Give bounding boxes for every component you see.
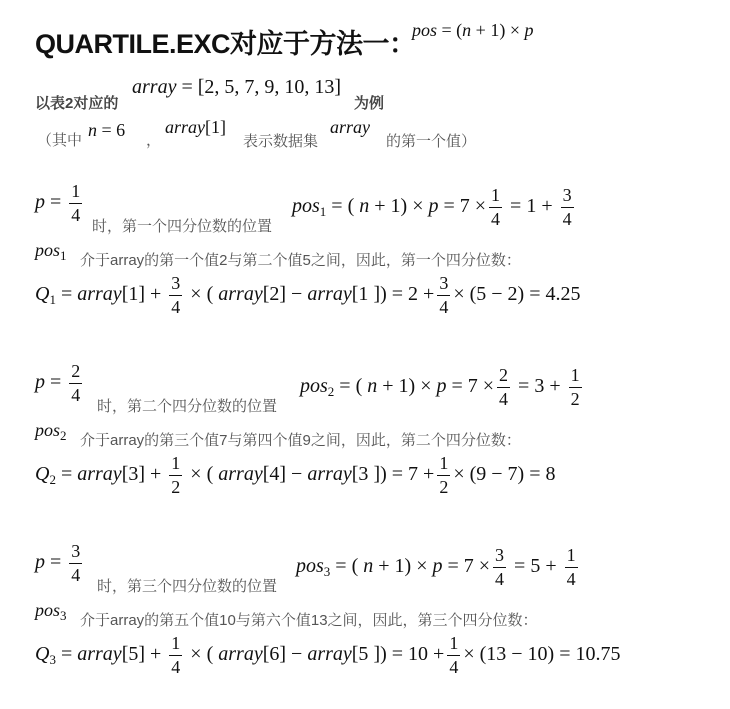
calc-int: 3 [534,374,545,397]
p-fraction-num: 1 [69,182,82,204]
pos-calc-3 [296,546,581,589]
index: [4] [262,462,287,485]
pos-label-1 [35,240,67,264]
calc-fraction-b-den: 4 [562,208,572,229]
plus-sign: + [150,282,162,305]
pos-symbol: pos [35,240,61,260]
array-symbol: array [307,462,352,485]
pos-label-3 [35,600,67,624]
times-open: × ( [190,462,214,485]
eq-sign: = [50,370,62,393]
example-prefix: 以表2对应的 [35,95,119,112]
pos-label-2 [35,420,67,444]
q-fraction-2-den: 4 [439,296,449,317]
formula-mid: = ( [437,20,463,40]
calc-fraction-b-num: 1 [565,546,578,568]
note-end: 的第一个值） [386,133,477,150]
pos-eq: = ( [339,374,363,397]
index: [1] [121,282,146,305]
p-fraction-den: 4 [71,384,81,405]
q-fraction [169,634,182,677]
q-fraction-den: 2 [171,476,181,497]
eq-sign: = [447,554,459,577]
q-tail: 2 + [408,282,435,305]
pos-description-1: 介于array的第一个值2与第二个值5之间，因此，第一个四分位数： [80,252,521,269]
calc-mul: 7 × [459,194,487,217]
plus-sign: + [150,642,162,665]
array-symbol: array [77,462,122,485]
calc-fraction-b-den: 4 [566,568,576,589]
pos-eq: = ( [335,554,359,577]
q-subscript: 1 [49,291,56,307]
calc-fraction-b [561,186,574,229]
array-symbol: array [218,282,263,305]
note-comma: ， [146,132,162,149]
p-when-text: 时，第一个四分位数的位置 [92,218,273,235]
index: [5 [351,642,369,665]
p-when-text: 时，第二个四分位数的位置 [97,398,278,415]
formula-rest: + 1) × [471,20,525,40]
p-fraction [69,362,82,405]
note-open: （其中 [37,132,83,149]
pos-symbol: pos [296,554,324,577]
array-name: array [132,76,177,98]
pos-subscript: 3 [60,608,67,623]
pos-symbol: pos [35,420,61,440]
eq-sign: = [443,194,455,217]
eq-sign: = [510,194,522,217]
q-fraction-num: 3 [169,274,182,296]
example-suffix: 为例 [354,95,385,112]
p-fraction-den: 4 [71,564,81,585]
eq-sign: = [451,374,463,397]
p-definition-1 [35,182,85,225]
index: [3] [121,462,146,485]
pos-subscript: 2 [327,383,335,399]
array-symbol: array [77,642,122,665]
calc-mul: 7 × [467,374,495,397]
p-fraction-den: 4 [71,204,81,225]
p-when-text: 时，第三个四分位数的位置 [97,578,278,595]
plus-sign: + [541,194,553,217]
close-eq: ]) = [373,282,404,305]
q-symbol: Q [35,282,50,305]
plus-one: + 1) × [382,374,432,397]
q-fraction-num: 1 [169,454,182,476]
pos-eq: = ( [331,194,355,217]
plus-one: + 1) × [378,554,428,577]
index: [1 [351,282,369,305]
p-fraction [69,182,82,225]
close-eq: ]) = [373,642,404,665]
q-fraction-2-num: 3 [437,274,450,296]
eq-sign: = [50,550,62,573]
array-symbol: array [218,462,263,485]
minus-sign: − [291,282,303,305]
pos-calc-1 [292,186,577,229]
calc-fraction-a [497,366,510,409]
plus-sign: + [150,462,162,485]
array-symbol: array [307,642,352,665]
index: [6] [262,642,287,665]
note-array-1 [165,117,226,138]
quartile-result-3 [35,634,621,677]
example-array [132,76,341,99]
q-fraction-den: 4 [171,656,181,677]
p-symbol: p [432,554,443,577]
pos-subscript: 1 [319,203,327,219]
q-fraction-2 [447,634,460,677]
calc-int: 1 [526,194,537,217]
array-symbol: array [218,642,263,665]
pos-subscript: 3 [323,563,331,579]
calc-mul: 7 × [463,554,491,577]
q-fraction-2 [437,274,450,317]
note-arr: array [165,117,205,137]
title-formula [412,20,533,41]
calc-fraction-a-num: 2 [497,366,510,388]
q-end: × (13 − 10) = 10.75 [463,642,621,665]
plus-one: + 1) × [374,194,424,217]
page-title: QUARTILE.EXC对应于方法一： [35,29,416,59]
calc-fraction-a-den: 4 [491,208,501,229]
n-symbol: n [367,374,378,397]
pos-subscript: 1 [60,248,67,263]
p-symbol: p [35,550,45,573]
calc-fraction-b [569,366,582,409]
eq-sign: = [514,554,526,577]
q-fraction-2 [437,454,450,497]
p-symbol: p [35,190,45,213]
calc-fraction-a-num: 1 [489,186,502,208]
calc-fraction-a-num: 3 [493,546,506,568]
pos-subscript: 2 [60,428,67,443]
pos-calc-2 [300,366,585,409]
calc-fraction-a [493,546,506,589]
q-fraction-2-den: 4 [449,656,459,677]
pos-description-2: 介于array的第三个值7与第四个值9之间，因此，第二个四分位数： [80,432,521,449]
eq-sign: = [60,642,73,665]
calc-int: 5 [530,554,541,577]
quartile-result-1 [35,274,581,317]
q-fraction-den: 4 [171,296,181,317]
p-symbol: p [436,374,447,397]
calc-fraction-b [565,546,578,589]
q-end: × (5 − 2) = 4.25 [453,282,581,305]
calc-fraction-b-num: 3 [561,186,574,208]
array-symbol: array [77,282,122,305]
q-tail: 7 + [408,462,435,485]
pos-description-3: 介于array的第五个值10与第六个值13之间，因此，第三个四分位数： [80,612,538,629]
n-symbol: n [363,554,374,577]
p-fraction [69,542,82,585]
note-mid: 表示数据集 [243,133,319,150]
calc-fraction-a [489,186,502,229]
plus-sign: + [545,554,557,577]
close-eq: ]) = [373,462,404,485]
q-fraction-2-num: 1 [447,634,460,656]
formula-pos: pos [412,20,438,40]
index: [2] [262,282,287,305]
quartile-result-2 [35,454,556,497]
note-eq: = 6 [97,120,126,140]
index: [3 [351,462,369,485]
minus-sign: − [291,642,303,665]
q-fraction-2-den: 2 [439,476,449,497]
note-array-2 [330,117,370,138]
eq-sign: = [518,374,530,397]
formula-p: p [524,20,534,40]
index: [5] [121,642,146,665]
calc-fraction-a-den: 4 [495,568,505,589]
p-fraction-num: 2 [69,362,82,384]
q-symbol: Q [35,462,50,485]
array-symbol: array [307,282,352,305]
q-tail: 10 + [408,642,445,665]
plus-sign: + [549,374,561,397]
pos-symbol: pos [292,194,320,217]
q-subscript: 2 [49,471,56,487]
array-values: = [2, 5, 7, 9, 10, 13] [176,76,342,98]
p-symbol: p [35,370,45,393]
p-symbol: p [428,194,439,217]
formula-n: n [462,20,472,40]
times-open: × ( [190,642,214,665]
minus-sign: − [291,462,303,485]
q-fraction-num: 1 [169,634,182,656]
calc-fraction-a-den: 4 [499,388,509,409]
q-fraction [169,274,182,317]
calc-fraction-b-den: 2 [570,388,580,409]
pos-symbol: pos [300,374,328,397]
calc-fraction-b-num: 1 [569,366,582,388]
n-symbol: n [359,194,370,217]
eq-sign: = [60,462,73,485]
p-fraction-num: 3 [69,542,82,564]
q-fraction-2-num: 1 [437,454,450,476]
q-fraction [169,454,182,497]
pos-symbol: pos [35,600,61,620]
q-symbol: Q [35,642,50,665]
eq-sign: = [60,282,73,305]
note-n-eq [88,120,125,141]
q-subscript: 3 [49,651,56,667]
times-open: × ( [190,282,214,305]
note-n: n [88,120,97,140]
note-idx: [1] [205,117,226,137]
p-definition-2 [35,362,85,405]
p-definition-3 [35,542,85,585]
note-arr2: array [330,117,370,137]
eq-sign: = [50,190,62,213]
q-end: × (9 − 7) = 8 [453,462,556,485]
